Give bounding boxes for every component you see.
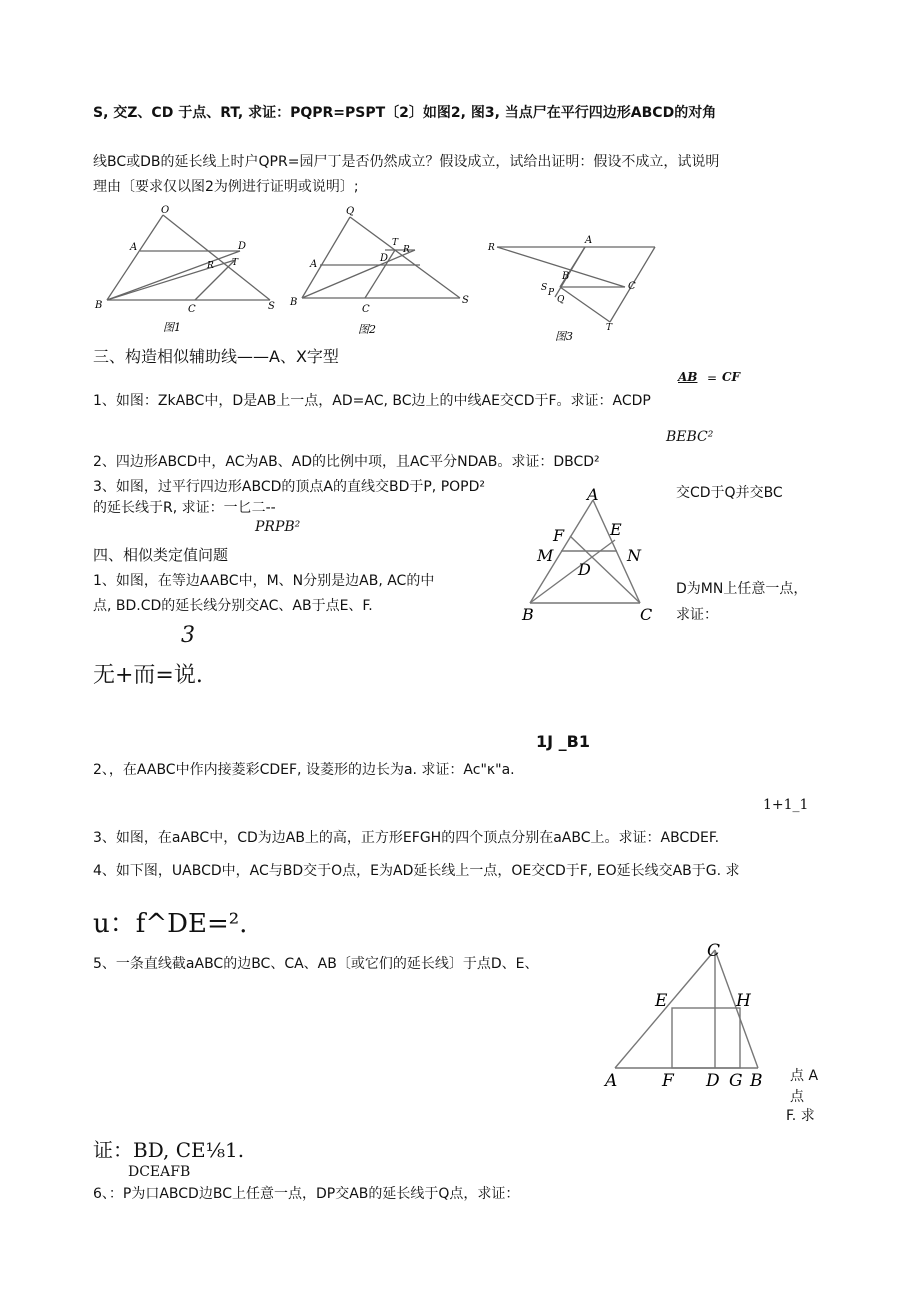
q3-top-fragment: 1+1_1	[763, 797, 809, 813]
fig1-label-C: C	[188, 304, 196, 315]
tri1-label-B: B	[522, 605, 534, 624]
q4: 4、如下图，UABCD中，AC与BD交于O点，E为AD延长线上一点，OE交CD于F, EO延长线交AB于G. 求	[93, 863, 740, 879]
tri1-label-E: E	[610, 520, 622, 539]
q1-line-a: 1、如图，在等边AABC中，M、N分别是边AB, AC的中	[93, 573, 435, 589]
tri1-label-F: F	[553, 526, 565, 545]
tri1-label-D: D	[578, 560, 591, 579]
q1-line-b: 点, BD.CD的延长线分别交AC、AB于点E、F.	[93, 598, 373, 614]
p1-fraction-rhs: CF	[722, 370, 741, 384]
p1-fraction-eq: =	[707, 371, 718, 385]
tri2-label-D: D	[706, 1071, 720, 1091]
q5-right-3: F. 求	[786, 1108, 815, 1124]
q5-formula: 证：BD, CE⅛1.	[93, 1138, 245, 1162]
fig3-label-B: B	[562, 271, 570, 282]
fig2-label-Q: Q	[346, 206, 355, 217]
fig1-caption: 图1	[163, 321, 181, 334]
tri2-label-C: C	[707, 941, 721, 961]
tri1-label-C: C	[640, 605, 653, 624]
fig3-label-C: C	[628, 281, 636, 292]
problem-3-right: 交CD于Q并交BC	[676, 485, 783, 501]
fig2-label-T: T	[392, 238, 399, 248]
problem-2: 2、四边形ABCD中，AC为AB、AD的比例中项，且AC平分NDAB。求证：DBCD²	[93, 454, 600, 470]
fig3-caption: 图3	[555, 330, 573, 343]
tri1-label-M: M	[537, 546, 554, 565]
fig3-label-P: P	[548, 288, 555, 298]
q5-right-1: 点 A	[790, 1068, 819, 1084]
fig1-label-S: S	[268, 301, 275, 312]
fig2-label-D: D	[380, 253, 389, 264]
text-line-2: 线BC或DB的延长线上时户QPR=园尸丁是否仍然成立？假设成立，试给出证明：假设不成立，试说明	[93, 154, 720, 170]
problem-3-line-b: 的延长线于R, 求证：一匕二--	[93, 500, 276, 516]
triangle-figure-square	[600, 938, 785, 1093]
fig1-label-R: R	[207, 261, 214, 271]
fig3-label-R: R	[488, 243, 495, 253]
section-3-heading: 三、构造相似辅助线——A、X字型	[93, 347, 339, 366]
fig1-label-B: B	[95, 300, 103, 311]
p1-fraction-num: AB	[678, 370, 698, 384]
fig2-caption: 图2	[358, 323, 376, 336]
q1-right-1: D为MN上任意一点，	[676, 581, 808, 597]
fig3-label-A: A	[585, 235, 593, 246]
q4-formula: u：f^DE=².	[93, 909, 248, 939]
triangle-figure-mn	[515, 485, 665, 628]
q1-right-2: 求证：	[676, 607, 718, 623]
tri2-label-F: F	[662, 1071, 674, 1091]
q2-top-fragment: 1J _B1	[536, 732, 590, 751]
fig2-label-S: S	[462, 295, 469, 306]
q5-formula-subline: DCEAFB	[128, 1164, 191, 1180]
tri2-label-E: E	[655, 991, 668, 1011]
problem-2-right: BEBC²	[666, 429, 714, 445]
fig2-label-A: A	[310, 259, 318, 270]
fig1-label-T: T	[232, 258, 239, 268]
text-line-3: 理由〔要求仅以图2为例进行证明或说明〕;	[93, 179, 359, 195]
fig1-label-O: O	[161, 205, 170, 216]
fig1-label-D: D	[238, 241, 247, 252]
fig2-label-B: B	[290, 297, 298, 308]
problem-3-line-c: PRPB²	[255, 519, 301, 535]
tri1-label-N: N	[627, 546, 641, 565]
fig3-label-S: S	[541, 283, 548, 293]
fig2-label-R: R	[403, 245, 410, 255]
tri2-label-A: A	[605, 1071, 618, 1091]
q2: 2、，在AABC中作内接菱彩CDEF, 设菱形的边长为a. 求证：Ac"κ"a.	[93, 762, 515, 778]
tri2-label-G: G	[729, 1071, 743, 1091]
q1-formula: 无+而=说.	[93, 663, 203, 688]
section-4-heading: 四、相似类定值问题	[93, 546, 229, 564]
problem-3-line-a: 3、如图，过平行四边形ABCD的顶点A的直线交BD于P, POPD²	[93, 479, 485, 495]
fig3-label-T: T	[606, 323, 613, 333]
tri2-label-B: B	[750, 1071, 763, 1091]
fig3-label-Q: Q	[557, 295, 565, 305]
figure-3	[485, 232, 670, 347]
q5: 5、一条直线截aABC的边BC、CA、AB〔或它们的延长线〕于点D、E、	[93, 956, 539, 972]
problem-1: 1、如图：ZkABC中，D是AB上一点，AD=AC, BC边上的中线AE交CD于F。求证：ACDP	[93, 393, 651, 409]
q1-numerator: 3	[181, 623, 195, 648]
figure-2	[290, 205, 475, 340]
q3: 3、如图，在aABC中，CD为边AB上的高，正方形EFGH的四个顶点分别在aABC上。求证：ABCDEF.	[93, 830, 720, 846]
tri1-label-A: A	[587, 485, 599, 504]
figure-1	[95, 205, 275, 340]
q6: 6、：P为口ABCD边BC上任意一点，DP交AB的延长线于Q点，求证：	[93, 1186, 520, 1202]
text-line-1: S, 交Z、CD 于点、RT, 求证：PQPR=PSPT〔2〕如图2, 图3, 当点尸在平行四边形ABCD的对角	[93, 105, 717, 121]
fig1-label-A: A	[130, 242, 138, 253]
q5-right-2: 点	[790, 1089, 804, 1105]
tri2-label-H: H	[736, 991, 751, 1011]
fig2-label-C: C	[362, 304, 370, 315]
